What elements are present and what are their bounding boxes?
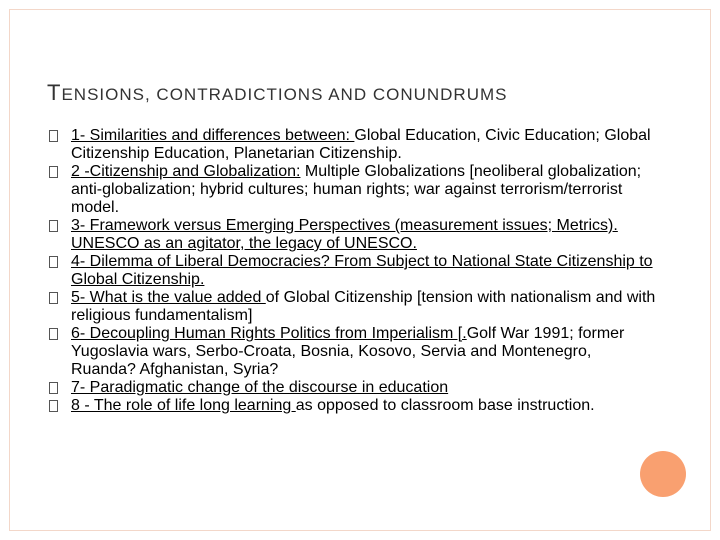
bullet-marker-icon [49,382,58,394]
bullet-marker-icon [49,130,58,142]
bullet-text: Global Education, Civic Education; Global Citizenship Education, Planetarian Citizenship. [71,127,651,162]
bullet-text: Golf War 1991; former Yugoslavia wars, Serbo-Croata, Bosnia, Kosovo, Servia and Montenegro, Ruanda? Afghanistan, Syria? [71,325,625,378]
bullet-item [49,163,659,217]
bullet-marker-icon [49,292,58,304]
bullet-text: of Global Citizenship [tension with nationalism and with religious fundamentalism] [71,289,656,324]
bullet-item [49,397,659,415]
slide-title [47,80,507,106]
bullet-text: Multiple Globalizations [neoliberal globalization; anti-globalization; hybrid cultures; human rights; war against terrorism/terrorist model. [71,163,642,216]
bullet-underlined-text: 1- Similarities and differences between: [71,127,355,144]
decorative-circle [640,451,686,497]
bullet-list [49,127,659,415]
bullet-marker-icon [49,328,58,340]
bullet-underlined-text: 2 -Citizenship and Globalization: [71,163,301,180]
bullet-item [49,253,659,289]
bullet-underlined-text: 5- What is the value added [71,289,266,306]
title-rest: ENSIONS, CONTRADICTIONS AND CONUNDRUMS [61,85,508,104]
bullet-marker-icon [49,400,58,412]
bullet-underlined-text: 8 - The role of life long learning [71,397,296,414]
bullet-item [49,127,659,163]
bullet-underlined-text: 4- Dilemma of Liberal Democracies? From Subject to National State Citizenship to Global Citizenship. [71,253,653,288]
bullet-item [49,379,659,397]
bullet-underlined-text: 6- Decoupling Human Rights Politics from Imperialism [. [71,325,467,342]
bullet-marker-icon [49,220,58,232]
title-first-letter: T [47,80,62,105]
bullet-item [49,325,659,379]
bullet-underlined-text: 7- Paradigmatic change of the discourse in education [71,379,449,396]
bullet-text: as opposed to classroom base instruction. [295,397,595,414]
bullet-marker-icon [49,256,58,268]
bullet-marker-icon [49,166,58,178]
bullet-item [49,217,659,253]
bullet-underlined-text: 3- Framework versus Emerging Perspectives (measurement issues; Metrics). UNESCO as an agitator, the legacy of UNESCO. [71,217,618,252]
bullet-item [49,289,659,325]
